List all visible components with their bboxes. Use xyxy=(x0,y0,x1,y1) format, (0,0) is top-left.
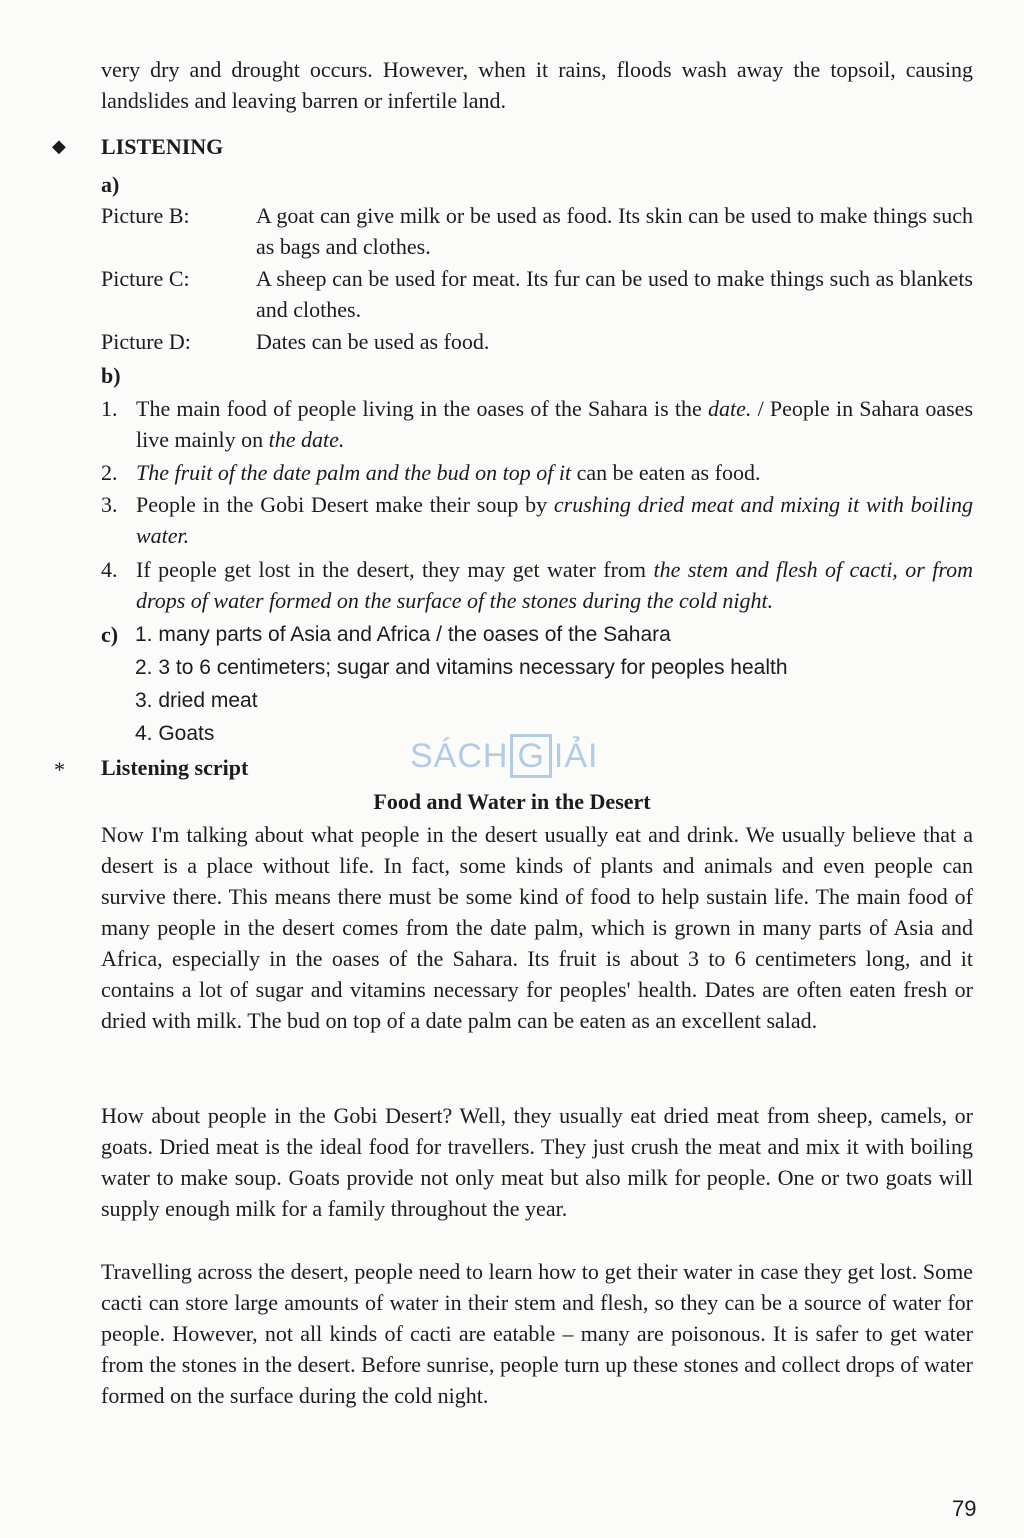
script-paragraph-1: Now I'm talking about what people in the desert usually eat and drink. We usually believe that a desert is a place without life. In fact, some kinds of plants and animals and even people can survive there. This means there must be some kind of food to help sustain life. The main food of many people in the desert comes from the date palm, which is grown in many parts of Asia and Africa, especially in the oases of the Sahara. Its fruit is about 3 to 6 centimeters long, and it contains a lot of sugar and vitamins necessary for peoples' health. Dates are often eaten fresh or dried with milk. The bud on top of a date palm can be eaten as an excellent salad. xyxy=(101,822,973,1033)
part-c-item-3: 3. dried meat xyxy=(135,689,258,712)
picture-d-text: Dates can be used as food. xyxy=(256,329,490,354)
listening-script-heading: Listening script xyxy=(101,755,249,780)
part-b-item-3 xyxy=(101,489,973,551)
page-number: 79 xyxy=(952,1496,977,1521)
picture-b-row xyxy=(101,200,973,262)
part-c-item-1: 1. many parts of Asia and Africa / the oases of the Sahara xyxy=(135,623,671,646)
part-b-item-2 xyxy=(101,457,973,488)
item-text: The fruit of the date palm and the bud on top of it can be eaten as food. xyxy=(136,460,761,485)
diamond-bullet-icon: ◆ xyxy=(52,136,66,156)
item-text: People in the Gobi Desert make their soup by crushing dried meat and mixing it with boiling water. xyxy=(136,492,973,548)
item-text: If people get lost in the desert, they may get water from the stem and flesh of cacti, or from drops of water formed on the surface of the stones during the cold night. xyxy=(136,557,973,613)
script-paragraph-3: Travelling across the desert, people need to learn how to get their water in case they get lost. Some cacti can store large amounts of water in their stem and flesh, so they can be a source of water for people. However, not all kinds of cacti are eatable – many are poisonous. It is safer to get water from the stones in the desert. Before sunrise, people turn up these stones and collect drops of water formed on the surface during the cold night. xyxy=(101,1259,973,1408)
item-number: 2. xyxy=(101,460,118,485)
item-number: 1. xyxy=(101,396,118,421)
picture-c-text: A sheep can be used for meat. Its fur can be used to make things such as blankets and clothes. xyxy=(256,266,973,322)
item-text: The main food of people living in the oases of the Sahara is the date. / People in Sahara oases live mainly on the date. xyxy=(136,396,974,452)
part-b-item-4 xyxy=(101,554,973,616)
watermark-logo: SÁCH G IẢI xyxy=(410,726,620,786)
part-b-label: b) xyxy=(101,363,121,388)
script-title: Food and Water in the Desert xyxy=(373,789,651,814)
picture-d-row xyxy=(101,326,973,357)
picture-b-text: A goat can give milk or be used as food. Its skin can be used to make things such as bags and clothes. xyxy=(256,203,973,259)
part-c-label: c) xyxy=(101,622,119,647)
part-b-item-1 xyxy=(101,393,973,455)
part-a-label: a) xyxy=(101,172,120,197)
picture-c-label: Picture C: xyxy=(101,266,190,291)
picture-d-label: Picture D: xyxy=(101,329,191,354)
intro-paragraph: very dry and drought occurs. However, when it rains, floods wash away the topsoil, causing landslides and leaving barren or infertile land. xyxy=(101,57,973,113)
item-number: 4. xyxy=(101,557,118,582)
part-c-item-2: 2. 3 to 6 centimeters; sugar and vitamins necessary for peoples health xyxy=(135,656,788,679)
item-number: 3. xyxy=(101,492,118,517)
asterisk-bullet-icon: * xyxy=(54,757,65,782)
part-c-item-4: 4. Goats xyxy=(135,722,215,745)
picture-b-label: Picture B: xyxy=(101,203,190,228)
script-paragraph-2: How about people in the Gobi Desert? Well, they usually eat dried meat from sheep, camels, or goats. Dried meat is the ideal food for travellers. They just crush the meat and mix it with boiling water to make soup. Goats provide not only meat but also milk for people. One or two goats will supply enough milk for a family throughout the year. xyxy=(101,1103,973,1221)
picture-c-row xyxy=(101,263,973,325)
listening-heading: LISTENING xyxy=(101,134,224,159)
